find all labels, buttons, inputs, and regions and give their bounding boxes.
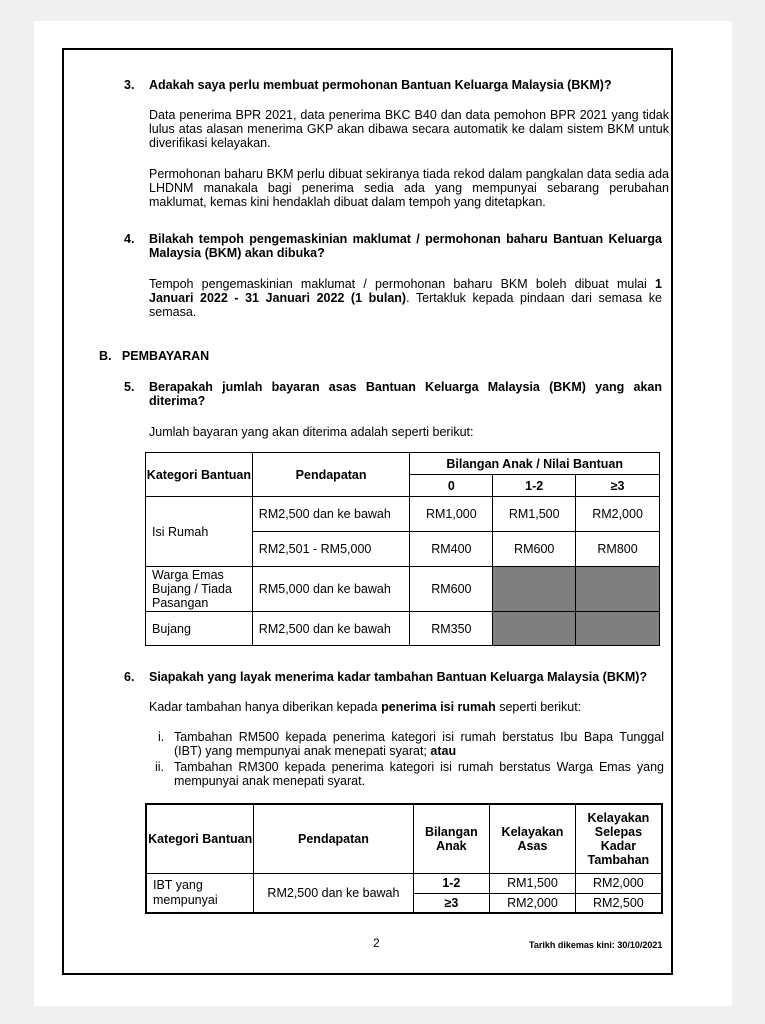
table1-r4-kategori: Bujang xyxy=(146,612,253,646)
table1-header-kategori: Kategori Bantuan xyxy=(146,453,253,497)
last-updated-date: Tarikh dikemas kini: 30/10/2021 xyxy=(529,940,663,950)
question-4-paragraph: Tempoh pengemaskinian maklumat / permohonan baharu BKM boleh dibuat mulai 1 Januari 2022 - 31 Januari 2022 (1 bulan). Tertakluk kepada pindaan dari semasa ke semasa. xyxy=(149,277,662,319)
table1-r3-v0: RM600 xyxy=(410,567,493,612)
table1-header-0: 0 xyxy=(410,475,493,497)
table1-r2-v1: RM600 xyxy=(493,532,576,567)
table1-r4-na-2 xyxy=(576,612,660,646)
table1-r1-v3: RM2,000 xyxy=(576,497,660,532)
question-4-title: Bilakah tempoh pengemaskinian maklumat / permohonan baharu Bantuan Keluarga Malaysia (BKM) akan dibuka? xyxy=(149,232,662,260)
question-6-title: Siapakah yang layak menerima kadar tambahan Bantuan Keluarga Malaysia (BKM)? xyxy=(149,670,648,684)
question-6-intro: Kadar tambahan hanya diberikan kepada penerima isi rumah seperti berikut: xyxy=(149,700,582,714)
table1-r1-v1: RM1,500 xyxy=(493,497,576,532)
table1-r3-na-1 xyxy=(493,567,576,612)
question-4-number: 4. xyxy=(124,232,135,246)
table1-isi-rumah: Isi Rumah xyxy=(146,497,253,567)
table1-header-3plus: ≥3 xyxy=(576,475,660,497)
table1-r4-pendapatan: RM2,500 dan ke bawah xyxy=(252,612,410,646)
table1-r1-pendapatan: RM2,500 dan ke bawah xyxy=(252,497,410,532)
table1-r1-v0: RM1,000 xyxy=(410,497,493,532)
list-item-i: Tambahan RM500 kepada penerima kategori isi rumah berstatus Ibu Bapa Tunggal (IBT) yang mempunyai anak menepati syarat; atau xyxy=(174,730,664,758)
list-item-ii: Tambahan RM300 kepada penerima kategori isi rumah berstatus Warga Emas yang mempunyai anak menepati syarat. xyxy=(174,760,664,788)
question-6-number: 6. xyxy=(124,670,135,684)
table1-header-pendapatan: Pendapatan xyxy=(252,453,410,497)
table2-header-kategori: Kategori Bantuan xyxy=(146,804,254,873)
table2-r2-selepas: RM2,500 xyxy=(575,893,662,913)
table1-r3-pendapatan: RM5,000 dan ke bawah xyxy=(252,567,410,612)
table2-r2-anak: ≥3 xyxy=(413,893,490,913)
question-3-paragraph-2: Permohonan baharu BKM perlu dibuat sekiranya tiada rekod dalam pangkalan data sedia ada LHDNM manakala bagi penerima sedia ada yang mempunyai sebarang perubahan maklumat, kemas kini hendaklah dibuat dalam tempoh yang ditetapkan. xyxy=(149,167,669,209)
table2-r1-anak: 1-2 xyxy=(413,873,490,893)
table1-header-bilangan: Bilangan Anak / Nilai Bantuan xyxy=(410,453,660,475)
table1-r4-na-1 xyxy=(493,612,576,646)
table-row xyxy=(146,497,660,532)
payment-table xyxy=(145,452,660,646)
table2-header-selepas: Kelayakan Selepas Kadar Tambahan xyxy=(575,804,662,873)
table1-r2-v3: RM800 xyxy=(576,532,660,567)
table1-r3-na-2 xyxy=(576,567,660,612)
table2-r2-asas: RM2,000 xyxy=(490,893,576,913)
page-number: 2 xyxy=(373,936,380,950)
table2-r1-asas: RM1,500 xyxy=(490,873,576,893)
table2-header-pendapatan: Pendapatan xyxy=(254,804,413,873)
table-row xyxy=(146,873,662,893)
table1-r2-pendapatan: RM2,501 - RM5,000 xyxy=(252,532,410,567)
table-row xyxy=(146,567,660,612)
table2-kategori: IBT yang mempunyai xyxy=(146,873,254,913)
table2-header-asas: Kelayakan Asas xyxy=(490,804,576,873)
additional-rate-table xyxy=(145,803,663,914)
question-3-paragraph-1: Data penerima BPR 2021, data penerima BKC B40 dan data pemohon BPR 2021 yang tidak lulus atas alasan menerima GKP akan dibawa secara automatik ke dalam sistem BKM untuk diverifikasi kelayakan. xyxy=(149,108,669,150)
question-3-title: Adakah saya perlu membuat permohonan Bantuan Keluarga Malaysia (BKM)? xyxy=(149,78,612,92)
table1-header-1-2: 1-2 xyxy=(493,475,576,497)
table2-r1-selepas: RM2,000 xyxy=(575,873,662,893)
table-row xyxy=(146,612,660,646)
list-marker-i: i. xyxy=(158,730,165,744)
question-3-number: 3. xyxy=(124,78,135,92)
table2-header-bilangan: Bilangan Anak xyxy=(413,804,490,873)
table2-pendapatan: RM2,500 dan ke bawah xyxy=(254,873,413,913)
question-5-title: Berapakah jumlah bayaran asas Bantuan Keluarga Malaysia (BKM) yang akan diterima? xyxy=(149,380,662,408)
section-b-heading: B. PEMBAYARAN xyxy=(99,349,210,363)
table1-r2-v0: RM400 xyxy=(410,532,493,567)
table1-r3-kategori: Warga Emas Bujang / Tiada Pasangan xyxy=(146,567,253,612)
question-5-intro: Jumlah bayaran yang akan diterima adalah seperti berikut: xyxy=(149,425,474,439)
table1-r4-v0: RM350 xyxy=(410,612,493,646)
question-5-number: 5. xyxy=(124,380,135,394)
list-marker-ii: ii. xyxy=(155,760,165,774)
